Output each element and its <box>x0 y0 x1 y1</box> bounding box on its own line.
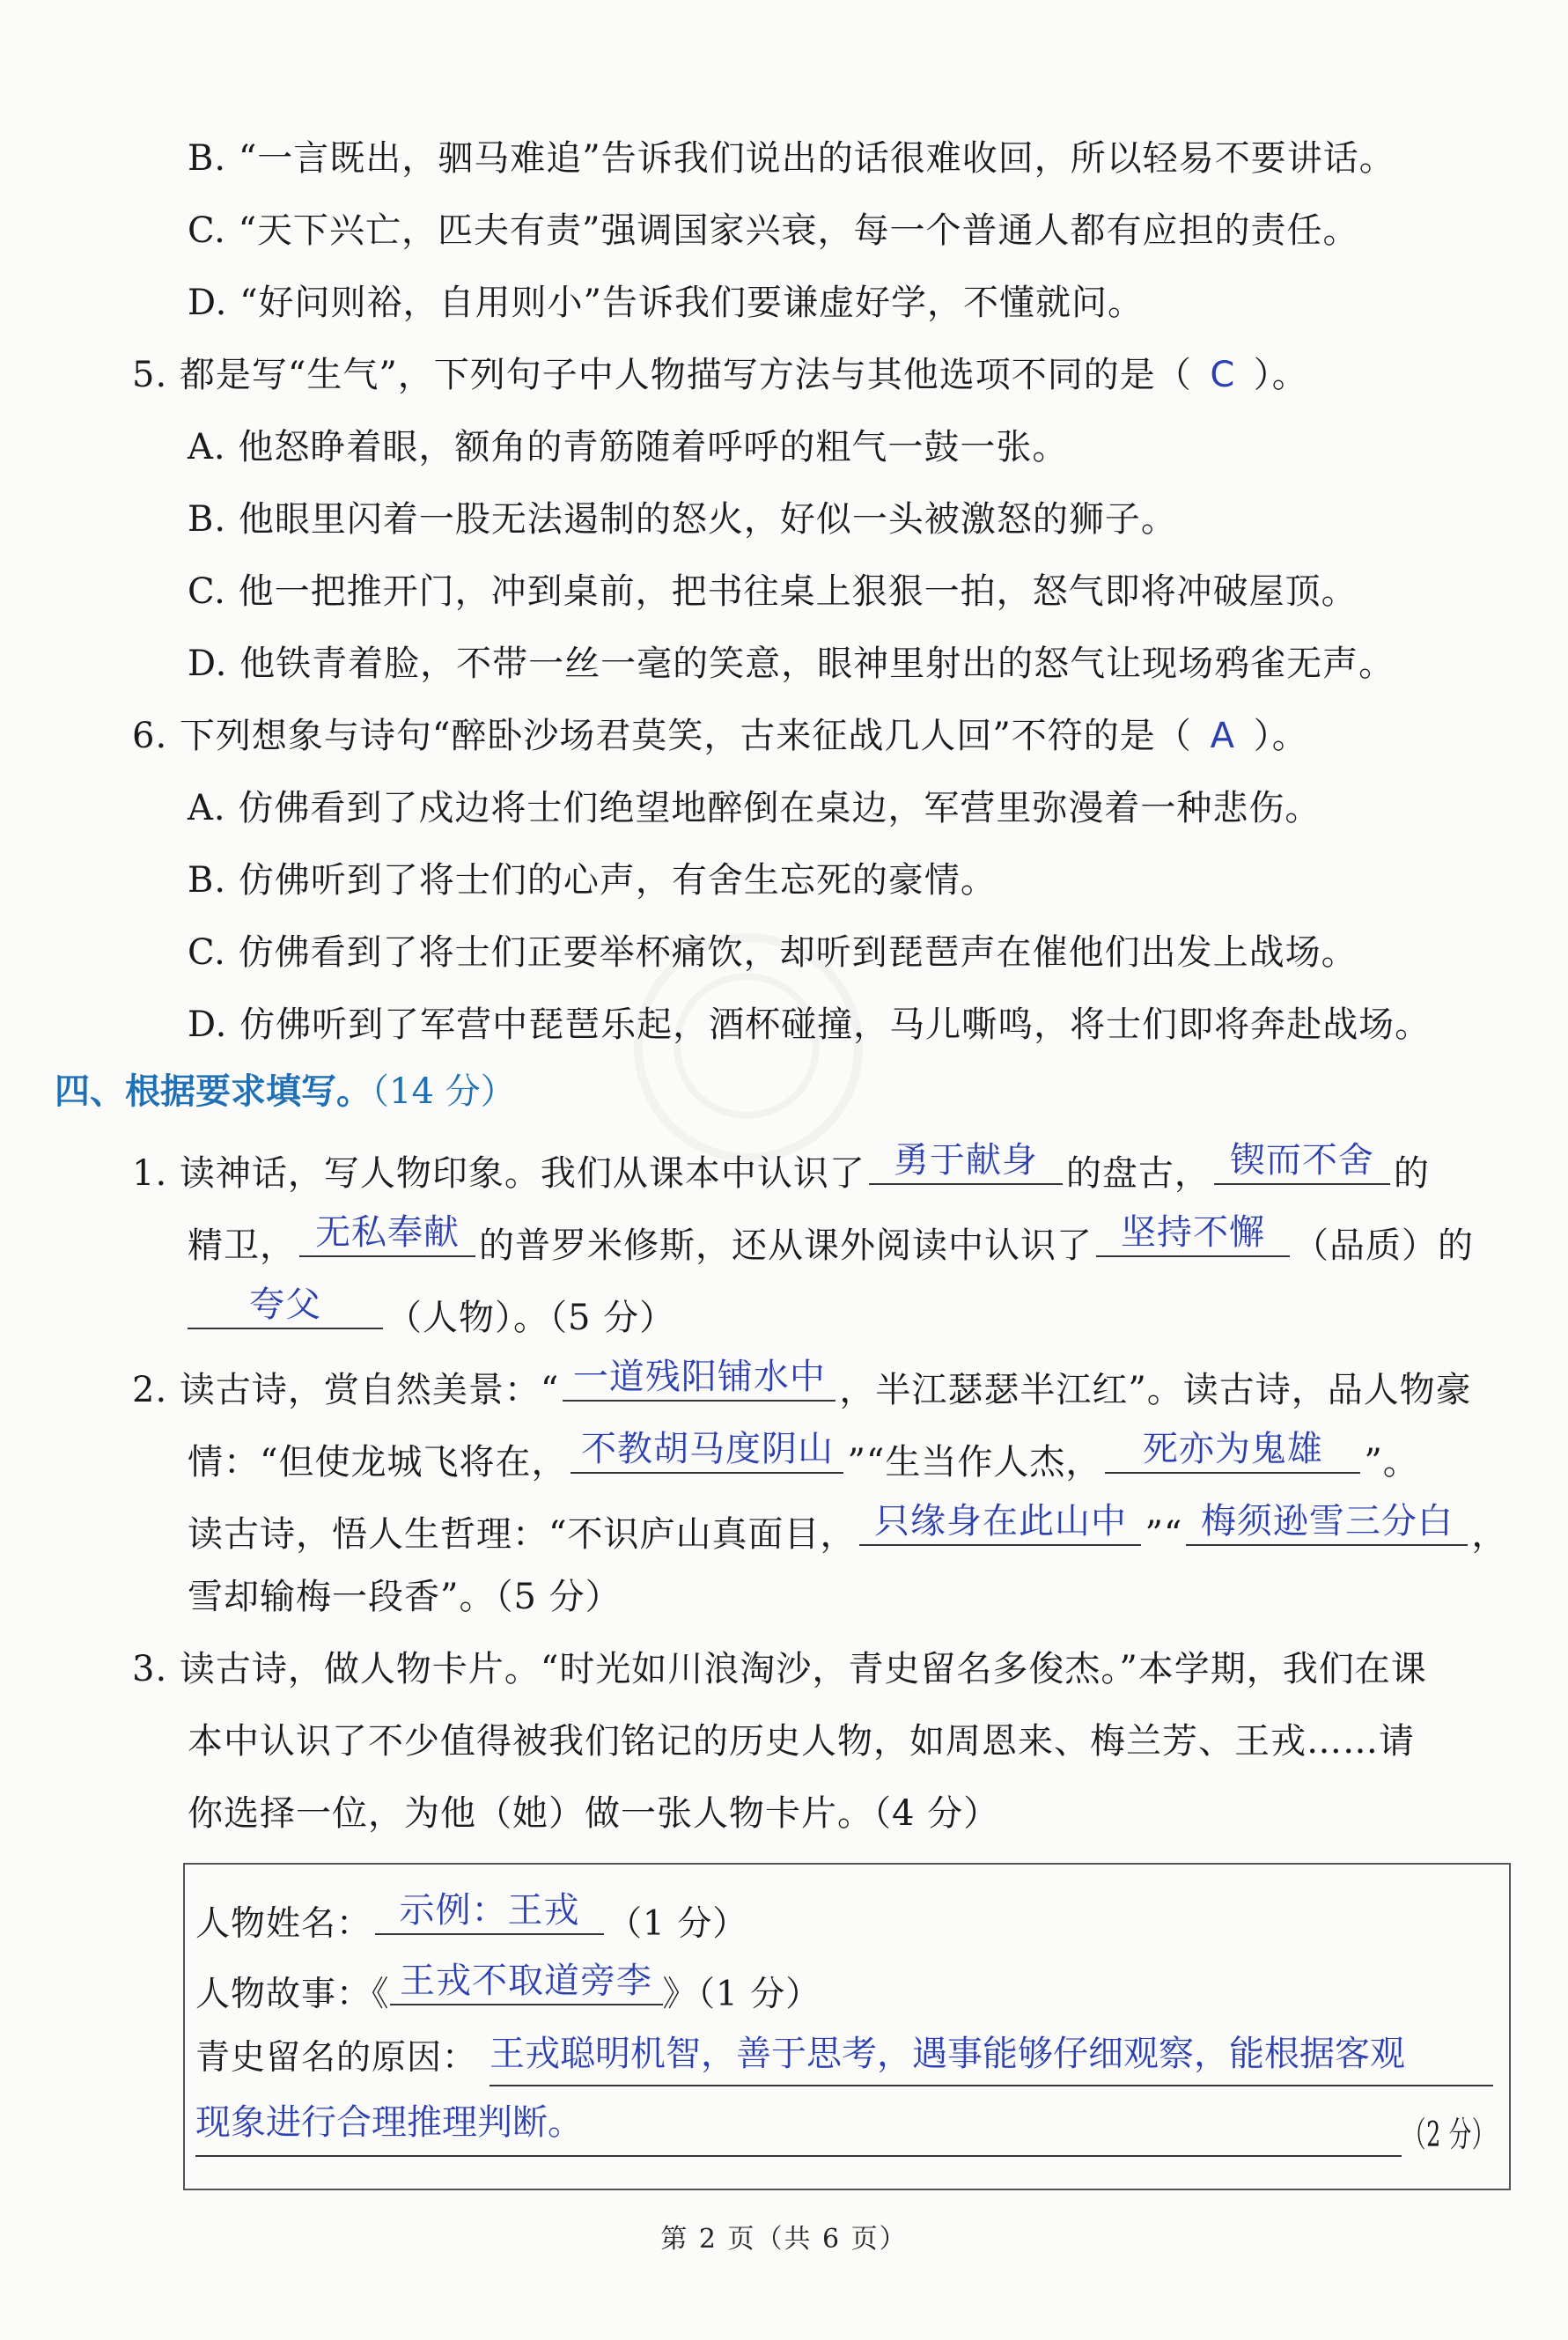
answer-blank: 死亦为鬼雄 <box>1105 1428 1360 1474</box>
card-story-row: 人物故事：《 王戎不取道旁李 》（1 分） <box>195 1961 821 2014</box>
answer-blank: 勇于献身 <box>869 1139 1063 1185</box>
s4q1-line1: 1. 读神话，写人物印象。我们从课本中认识了 勇于献身 的盘古， 锲而不舍 的 <box>132 1140 1430 1194</box>
answer-blank: 梅须逊雪三分白 <box>1186 1500 1468 1546</box>
q5-stem: 5. 都是写“生气”，下列句子中人物描写方法与其他选项不同的是（ C ）。 <box>132 350 1308 400</box>
page-number: 第 2 页（共 6 页） <box>660 2224 908 2255</box>
q6-option-d: D. 仿佛听到了军营中琵琶乐起，酒杯碰撞，马儿嘶鸣，将士们即将奔赴战场。 <box>188 1004 1432 1045</box>
q5-answer: C <box>1210 355 1236 395</box>
q6-stem: 6. 下列想象与诗句“醉卧沙场君莫笑，古来征战几人回”不符的是（ A ）。 <box>132 711 1308 761</box>
q5-option-b: B. 他眼里闪着一股无法遏制的怒火，好似一头被激怒的狮子。 <box>188 499 1177 540</box>
s4q3-line3: 你选择一位，为他（她）做一张人物卡片。（4 分） <box>188 1793 1000 1834</box>
answer-blank: 王戎不取道旁李 <box>390 1960 663 2005</box>
s4q2-line4: 雪却输梅一段香”。（5 分） <box>188 1577 622 1617</box>
card-name-row: 人物姓名： 示例：王戎 （1 分） <box>195 1890 748 1944</box>
q6-option-b: B. 仿佛听到了将士们的心声，有舍生忘死的豪情。 <box>188 860 997 901</box>
card-reason-label: 青史留名的原因： <box>195 2038 478 2078</box>
card-reason-points: （2 分） <box>1403 2116 1495 2155</box>
s4q2-line3: 读古诗，悟人生哲理：“不识庐山真面目， 只缘身在此山中 ”“ 梅须逊雪三分白 ， <box>188 1501 1508 1555</box>
q4-option-b: B. “一言既出，驷马难追”告诉我们说出的话很难收回，所以轻易不要讲话。 <box>188 138 1395 179</box>
answer-blank: 不教胡马度阴山 <box>571 1428 843 1474</box>
answer-blank: 无私奉献 <box>299 1211 475 1257</box>
s4q3-line2: 本中认识了不少值得被我们铭记的历史人物，如周恩来、梅兰芳、王戎……请 <box>188 1721 1415 1762</box>
q5-option-a: A. 他怒睁着眼，额角的青筋随着呼呼的粗气一鼓一张。 <box>188 427 1069 467</box>
s4q3-line1: 3. 读古诗，做人物卡片。“时光如川浪淘沙，青史留名多俊杰。”本学期，我们在课 <box>132 1649 1427 1689</box>
q6-answer: A <box>1210 716 1235 756</box>
s4q2-line1: 2. 读古诗，赏自然美景：“ 一道残阳铺水中 ，半江瑟瑟半江红”。读古诗，品人物豪 <box>132 1357 1472 1410</box>
card-reason-answer-1: 王戎聪明机智，善于思考，遇事能够仔细观察，能根据客观 <box>490 2034 1405 2074</box>
q4-option-d: D. “好问则裕，自用则小”告诉我们要谦虚好学，不懂就问。 <box>188 283 1144 323</box>
section-title: 四、根据要求填写。（14 分） <box>55 1071 516 1112</box>
answer-blank: 锲而不舍 <box>1214 1139 1390 1185</box>
answer-blank: 坚持不懈 <box>1096 1211 1290 1257</box>
answer-blank: 夸父 <box>188 1284 383 1329</box>
q6-option-c: C. 仿佛看到了将士们正要举杯痛饮，却听到琵琶声在催他们出发上战场。 <box>188 932 1358 973</box>
q4-option-c: C. “天下兴亡，匹夫有责”强调国家兴衰，每一个普通人都有应担的责任。 <box>188 210 1359 251</box>
answer-blank: 只缘身在此山中 <box>859 1500 1141 1546</box>
q6-option-a: A. 仿佛看到了戍边将士们绝望地醉倒在桌边，军营里弥漫着一种悲伤。 <box>188 788 1321 828</box>
card-reason-answer-2: 现象进行合理推理判断。 <box>195 2102 583 2143</box>
character-card <box>183 1863 1511 2190</box>
q5-option-c: C. 他一把推开门，冲到桌前，把书往桌上狠狠一拍，怒气即将冲破屋顶。 <box>188 571 1358 612</box>
answer-blank: 示例：王戎 <box>375 1889 604 1935</box>
s4q2-line2: 情：“但使龙城飞将在， 不教胡马度阴山 ”“生当作人杰， 死亦为鬼雄 ”。 <box>188 1429 1419 1483</box>
q5-option-d: D. 他铁青着脸，不带一丝一毫的笑意，眼神里射出的怒气让现场鸦雀无声。 <box>188 644 1395 684</box>
answer-line <box>195 2155 1402 2157</box>
answer-line <box>490 2085 1493 2086</box>
s4q1-line3: 夸父 （人物）。（5 分） <box>184 1284 675 1343</box>
s4q1-line2: 精卫， 无私奉献 的普罗米修斯，还从课外阅读中认识了 坚持不懈 （品质）的 <box>188 1212 1474 1266</box>
answer-blank: 一道残阳铺水中 <box>563 1356 836 1402</box>
